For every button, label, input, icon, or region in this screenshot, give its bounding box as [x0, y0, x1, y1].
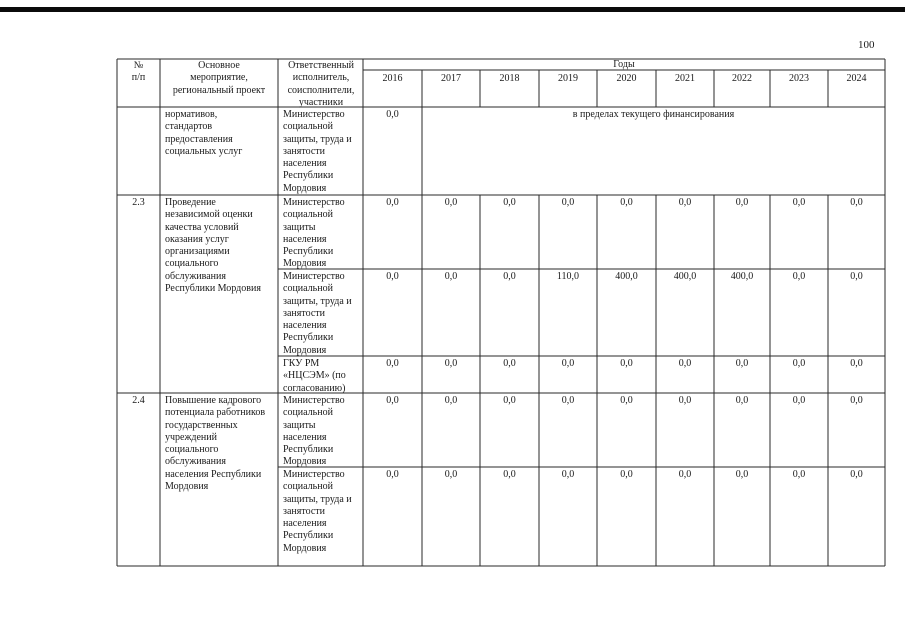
scan-top-edge	[0, 7, 905, 12]
item-2-3-row-1-responsible: Министерство социальной защиты населения Республики Мордовия	[283, 197, 345, 270]
item-2-3-measure: Проведение независимой оценки качества условий оказания услуг организациями социального обслуживания Республики Мордовия	[165, 197, 261, 295]
table-cell-value: 0,0	[503, 469, 516, 480]
table-cell-value: 0,0	[620, 469, 633, 480]
table-cell-value: 0,0	[850, 358, 863, 369]
table-cell-value: 400,0	[615, 271, 638, 282]
table-cell-value: 400,0	[673, 271, 697, 282]
table-cell-value: 0,0	[561, 469, 575, 480]
item-2-3-num: 2.3	[132, 197, 145, 208]
header-year: 2021	[675, 73, 695, 84]
header-year: 2020	[616, 73, 637, 84]
table-cell-value: 0,0	[444, 469, 458, 480]
table-cell-value: 0,0	[850, 395, 863, 406]
header-measure: Основное мероприятие, региональный проект	[172, 60, 266, 96]
table-cell-value: 0,0	[792, 358, 806, 369]
header-responsible: Ответственный исполнитель, соисполнители, участники	[287, 60, 355, 108]
table-cell-value: 0,0	[386, 197, 399, 208]
header-year: 2018	[499, 73, 520, 84]
item-2-3-row-2-responsible: Министерство социальной защиты, труда и занятости населения Республики Мордовия	[283, 271, 352, 356]
table-cell-value: 0,0	[850, 271, 863, 282]
header-years-label: Годы	[613, 59, 635, 70]
table-cell-value: 0,0	[792, 271, 806, 282]
header-year: 2024	[846, 73, 867, 84]
item-2-3-row-3-responsible: ГКУ РМ «НЦСЭМ» (по согласованию)	[283, 358, 346, 394]
header-year: 2019	[558, 73, 578, 84]
table-cell-value: 0,0	[620, 395, 633, 406]
continuation-note: в пределах текущего финансирования	[572, 109, 735, 120]
table-cell-value: 0,0	[850, 469, 863, 480]
table-cell-value: 0,0	[678, 395, 692, 406]
table-cell-value: 0,0	[735, 469, 749, 480]
table-cell-value: 0,0	[503, 271, 516, 282]
table-cell-value: 0,0	[386, 358, 399, 369]
header-year: 2017	[441, 73, 461, 84]
table-cell-value: 400,0	[730, 271, 754, 282]
table-cell-value: 0,0	[561, 395, 575, 406]
continuation-responsible: Министерство социальной защиты, труда и занятости населения Республики Мордовия	[283, 109, 352, 194]
header-year: 2016	[382, 73, 403, 84]
table-cell-value: 0,0	[792, 469, 806, 480]
header-num: № п/п	[131, 60, 146, 84]
table-cell-value: 0,0	[678, 197, 692, 208]
table-cell-value: 0,0	[735, 395, 749, 406]
page-number: 100	[858, 39, 875, 51]
item-2-4-measure: Повышение кадрового потенциала работников государственных учреждений социального обслуживания населения Республики Мордовия	[165, 395, 266, 493]
table-cell-value: 0,0	[850, 197, 863, 208]
item-2-4-num: 2.4	[132, 395, 145, 406]
table-cell-value: 0,0	[503, 395, 516, 406]
item-2-4-row-1-responsible: Министерство социальной защиты населения Республики Мордовия	[283, 395, 345, 468]
table-cell-value: 0,0	[444, 271, 458, 282]
continuation-measure: нормативов, стандартов предоставления социальных услуг	[165, 109, 243, 157]
continuation-value-2016: 0,0	[386, 109, 399, 120]
table-cell-value: 0,0	[444, 197, 458, 208]
table-cell-value: 0,0	[620, 197, 633, 208]
table-cell-value: 0,0	[678, 358, 692, 369]
table-cell-value: 0,0	[792, 395, 806, 406]
table-cell-value: 0,0	[444, 395, 458, 406]
table-cell-value: 0,0	[503, 358, 516, 369]
table-cell-value: 0,0	[444, 358, 458, 369]
header-year: 2023	[789, 73, 809, 84]
table-cell-value: 0,0	[620, 358, 633, 369]
table-cell-value: 0,0	[561, 197, 575, 208]
table-cell-value: 0,0	[735, 358, 749, 369]
item-2-4-row-2-responsible: Министерство социальной защиты, труда и занятости населения Республики Мордовия	[283, 469, 352, 554]
table-cell-value: 0,0	[678, 469, 692, 480]
table-cell-value: 0,0	[386, 271, 399, 282]
table-cell-value: 0,0	[561, 358, 575, 369]
table-cell-value: 0,0	[792, 197, 806, 208]
header-year: 2022	[732, 73, 752, 84]
table-cell-value: 0,0	[386, 395, 399, 406]
table-cell-value: 0,0	[735, 197, 749, 208]
table-cell-value: 0,0	[503, 197, 516, 208]
table-cell-value: 0,0	[386, 469, 399, 480]
table-cell-value: 110,0	[556, 271, 580, 282]
